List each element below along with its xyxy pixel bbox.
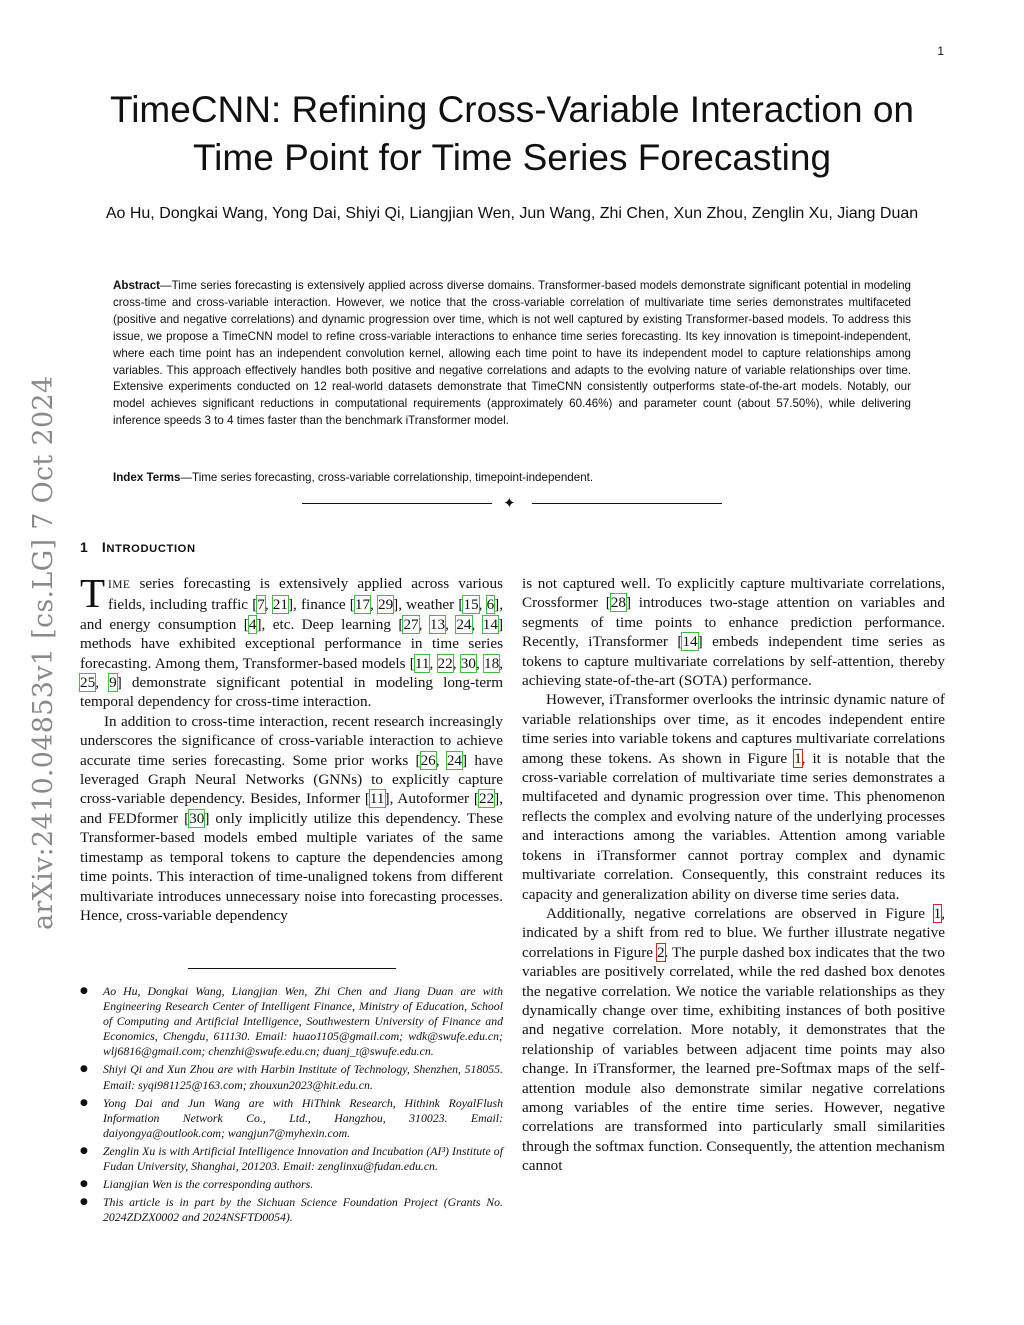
text-run: only implicitly utilize this dependency. These Transformer-based models embed multiple variates of the same timestamp as temporal tokens to capture the dependencies among time points. This interaction of time-unaligned tokens from different multivariate introduces unnecessary noise into forecasting processes. Hence, cross-variable dependency (80, 809, 503, 924)
paper-title: TimeCNN: Refining Cross-Variable Interaction on Time Point for Time Series Forecasting (109, 89, 915, 178)
text-run: have leveraged Graph Neural Networks (GNNs) to explicitly capture cross-variable dependency. Besides, Informer (80, 751, 504, 808)
section-title-initial: I (101, 539, 107, 555)
citation-link[interactable]: 30 (460, 654, 476, 672)
text-run: , and energy consumption (80, 596, 504, 633)
ornament-star-icon: ✦ (503, 494, 516, 512)
citation-link[interactable]: 21 (272, 596, 288, 614)
ornament-rule-right (532, 503, 722, 504)
citation-link[interactable]: 24 (446, 751, 463, 769)
figure-link[interactable]: 1 (933, 904, 942, 922)
abstract (113, 278, 911, 430)
citation-link[interactable]: 27 (403, 615, 419, 633)
citation-link[interactable]: 24 (456, 615, 472, 633)
dropcap-smallcaps: IME (108, 579, 131, 591)
footnote-item (80, 1096, 503, 1141)
text-run: , indicated by a shift from red to blue. We further illustrate negative correlations in Figure (522, 904, 945, 961)
text-run: , and FEDformer (80, 790, 504, 827)
citation-link[interactable]: 28 (610, 594, 626, 612)
text-run: , Autoformer (389, 790, 474, 808)
text-run: , finance (293, 596, 350, 614)
citation-link[interactable]: 9 (109, 674, 117, 692)
intro-paragraph-1: TIME series forecasting is extensively applied across various fields, including traffic [7, 21], finance [17, 29], weather [15, 6], and energy consumption [4], etc. Deep learning [27, 13, 24, 14] methods have exhibited exceptional performance in time series forecasting. Among them, Transformer-based models [11, 22, 30, 18, 25, 9] demonstrate significant potential in modeling long-term temporal dependency for cross-time interaction. (80, 570, 504, 711)
citation-link[interactable]: 30 (189, 809, 205, 827)
text-run: . The purple dashed box indicates that the two variables are positively correlated, while the red dashed box denotes the negative correlation. We notice the variable relationships as they dynamically change over time, exhibiting instances of both positive and negative correlation. More notably, it demonstrates that the relationship of variables between adjacent time points may also change. In iTransformer, the learned pre-Softmax maps of the self-attention module also demonstrate similar negative correlations among variables of the entire time series. However, negative correlations are transformed into particularly small similarities through the softmax function. Consequently, the attention mechanism cannot (522, 943, 946, 1175)
author-list: Ao Hu, Dongkai Wang, Yong Dai, Shiyi Qi, Liangjian Wen, Jun Wang, Zhi Chen, Xun Zhou, Zenglin Xu, Jiang Duan (105, 205, 919, 222)
citation-link[interactable]: 25 (80, 674, 96, 692)
footnote-text: Ao Hu, Dongkai Wang, Liangjian Wen, Zhi Chen and Jiang Duan are with Engineering Research Center of Intelligent Finance, Ministry of Education, School of Computing and Artificial Intelligence, Southwestern University of Finance and Economics, Chengdu, 611130. Email: huao1105@gmail.com; wdk@swufe.edu.cn; wlj6816@gmail.com; chenzhi@swufe.edu.cn; duanj_t@swufe.edu.cn. (103, 984, 503, 1059)
citation-link[interactable]: 14 (682, 633, 698, 651)
citation-link[interactable]: 11 (369, 790, 385, 808)
figure-link[interactable]: 2 (656, 943, 665, 961)
intro-paragraph-3 (522, 690, 945, 903)
footnote-text: Liangjian Wen is the corresponding authors. (103, 1177, 314, 1192)
citation-link[interactable]: 26 (420, 751, 436, 769)
text-run: , it is notable that the cross-variable correlation of multivariate time series demonstrates a multifaceted and dynamic progression over time. This phenomenon reflects the complex and evolving nature of the underlying processes and interactions among the variables. Attention among variable tokens in iTransformer cannot portray complex and dynamic multivariate correlation. Consequently, this constraint reduces its capacity and generalization ability on diverse time series data. (522, 749, 946, 903)
footnote-item (80, 1177, 503, 1192)
index-terms-label: Index Terms (113, 471, 181, 484)
text-run: , weather (398, 596, 459, 614)
citation-link[interactable]: 11 (414, 654, 430, 672)
text-run: methods have exhibited exceptional performance in time series forecasting. Among them, Transformer-based models (80, 635, 503, 672)
text-run: introduces two-stage attention on variables and segments of time points to enhance prediction performance. Recently, iTransformer (522, 594, 945, 651)
text-run: In addition to cross-time interaction, recent research increasingly underscores the significance of cross-variable interaction to achieve accurate time series forecasting. Some prior works (80, 712, 503, 769)
text-run: However, iTransformer overlooks the intrinsic dynamic nature of variable relationships over time, as it encodes independent entire time series into variable tokens and captures multivariate correlations among these tokens. As shown in Figure (522, 691, 945, 767)
footnote-item (80, 984, 503, 1059)
citation-link[interactable]: 15 (463, 596, 479, 614)
footnote-divider (188, 968, 396, 969)
citation-link[interactable]: 13 (429, 615, 446, 633)
text-run: embeds independent time series as tokens to capture multivariate correlations by self-attention, thereby achieving state-of-the-art (SOTA) performance. (522, 633, 946, 690)
citation-link[interactable]: 6 (486, 596, 495, 614)
index-terms-text: —Time series forecasting, cross-variable correlationship, timepoint-independent. (180, 471, 594, 484)
footnote-item (80, 1195, 503, 1225)
citation-link[interactable]: 18 (484, 654, 500, 672)
page-number: 1 (937, 44, 944, 58)
text-run: series forecasting is extensively applied across various fields, including traffic (108, 575, 503, 614)
ornament-rule-left (302, 503, 492, 504)
abstract-label: Abstract (113, 279, 161, 292)
footnote-item (80, 1062, 503, 1092)
section-heading-introduction (80, 539, 196, 555)
bullet-icon: ● (80, 1145, 88, 1156)
section-title-rest: NTRODUCTION (106, 543, 196, 555)
citation-link[interactable]: 22 (437, 654, 453, 672)
figure-link[interactable]: 1 (794, 749, 802, 767)
citation-link[interactable]: 7 (257, 596, 265, 614)
citation-link[interactable]: 22 (478, 790, 495, 808)
section-number: 1 (80, 539, 89, 555)
citation-link[interactable]: 29 (377, 596, 394, 614)
citation-link[interactable]: 14 (482, 615, 498, 633)
footnote-text: Shiyi Qi and Xun Zhou are with Harbin Institute of Technology, Shenzhen, 518055. Email: syqi981125@163.com; zhouxun2023@hit.edu.cn. (103, 1062, 503, 1092)
intro-paragraph-2-continued: is not captured well. To explicitly capture multivariate correlations, Crossformer [28] introduces two-stage attention on variables and segments of time points to enhance prediction performance. Recently, iTransformer [14] embeds independent time series as tokens to capture multivariate correlations by self-attention, thereby achieving state-of-the-art (SOTA) performance. (522, 575, 946, 690)
text-run: , etc. Deep learning (261, 615, 399, 633)
index-terms (113, 470, 911, 486)
citation-link[interactable]: 4 (248, 615, 257, 633)
intro-paragraph-2: In addition to cross-time interaction, recent research increasingly underscores the significance of cross-variable interaction to achieve accurate time series forecasting. Some prior works [26, 24] have leveraged Graph Neural Networks (GNNs) to explicitly capture cross-variable dependency. Besides, Informer [11], Autoformer [22], and FEDformer [30] only implicitly utilize this dependency. These Transformer-based models embed multiple variates of the same timestamp as temporal tokens to capture the dependencies among time points. This interaction of time-unaligned tokens from different multivariate introduces unnecessary noise into forecasting processes. Hence, cross-variable dependency (80, 712, 504, 924)
text-run: Additionally, negative correlations are observed in Figure (546, 904, 934, 922)
body-column-left (80, 570, 504, 925)
arxiv-identifier-stamp: arXiv:2410.04853v1 [cs.LG] 7 Oct 2024 (28, 375, 59, 930)
bullet-icon: ● (80, 1097, 88, 1108)
footnote-text: This article is in part by the Sichuan Science Foundation Project (Grants No. 2024ZDZX0002 and 2024NSFTD0054). (103, 1195, 503, 1225)
abstract-text: —Time series forecasting is extensively applied across diverse domains. Transformer-based models demonstrate significant potential in modeling cross-time and cross-variable interaction. However, we notice that the cross-variable correlation of multivariate time series demonstrates multifaceted (positive and negative correlations) and dynamic progression over time, which is not well captured by existing Transformer-based models. To address this issue, we propose a TimeCNN model to refine cross-variable interactions to enhance time series forecasting. Its key innovation is timepoint-independent, where each time point has an independent convolution kernel, allowing each time point to have its independent model to capture relationships among variables. This approach effectively handles both positive and negative correlations and adapts to the evolving nature of variable relationships over time. Extensive experiments conducted on 12 real-world datasets demonstrate that TimeCNN consistently outperforms state-of-the-art models. Notably, our model achieves significant reductions in computational requirements (approximately 60.46%) and parameter count (about 57.50%), while delivering inference speeds 3 to 4 times faster than the benchmark iTransformer model. (113, 279, 911, 428)
dropcap: T (80, 570, 106, 616)
footnote-text: Zenglin Xu is with Artificial Intelligence Innovation and Incubation (AI³) Institute of Fudan University, Shanghai, 201203. Email: zenglinxu@fudan.edu.cn. (103, 1143, 503, 1174)
body-column-right (522, 574, 945, 1176)
footnote-item (80, 1144, 503, 1174)
text-run: demonstrate significant potential in modeling long-term temporal dependency for cross-time interaction. (80, 674, 504, 711)
bullet-icon: ● (80, 1197, 88, 1208)
footnote-text: Yong Dai and Jun Wang are with HiThink Research, Hithink RoyalFlush Information Network Co., Ltd., Hangzhou, 310023. Email: daiyongya@outlook.com; wangjun7@myhexin.com. (103, 1095, 503, 1140)
bullet-icon: ● (80, 1179, 88, 1190)
affiliation-footnotes (80, 984, 503, 1228)
bullet-icon: ● (80, 986, 88, 996)
intro-paragraph-4 (522, 904, 945, 1176)
text-run: is not captured well. To explicitly capture multivariate correlations, Crossformer (522, 575, 945, 612)
citation-link[interactable]: 17 (354, 596, 371, 614)
bullet-icon: ● (80, 1064, 88, 1075)
